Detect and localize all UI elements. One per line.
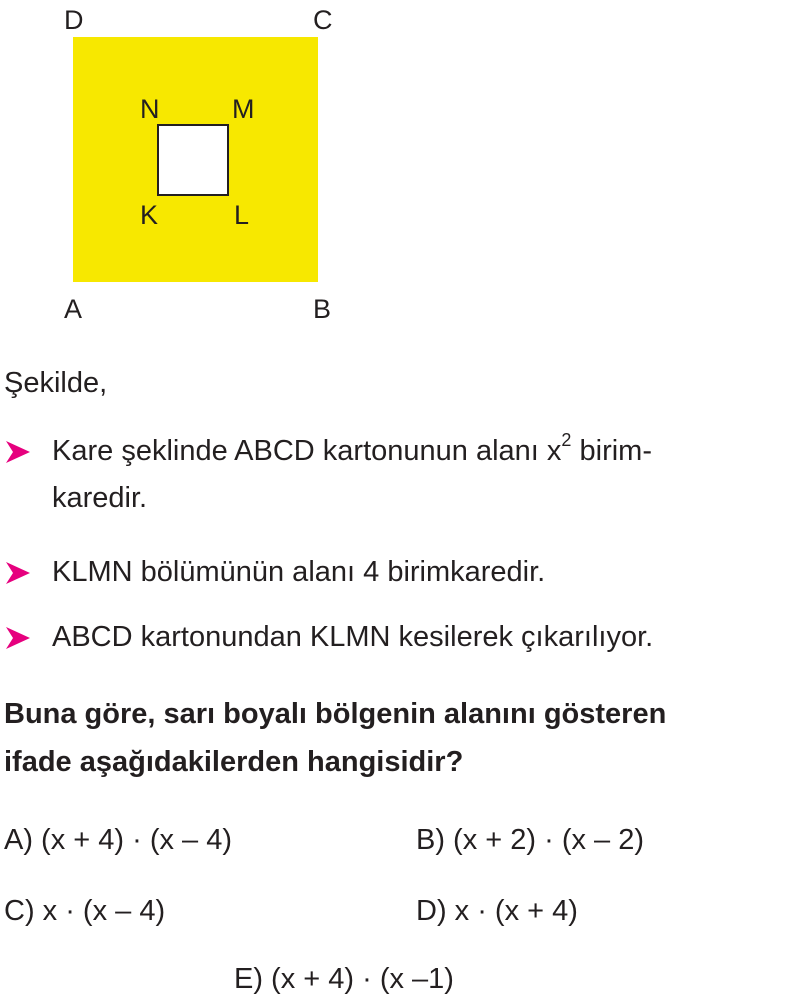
pink-arrow-icon [4,437,34,467]
square-figure [0,0,786,340]
intro-text: Şekilde, [4,367,108,399]
option-c[interactable]: C) x · (x – 4) [4,895,166,927]
vertex-label-m: M [232,94,255,124]
white-square-klmn [157,124,229,196]
vertex-label-n: N [140,94,160,124]
vertex-label-c: C [313,5,333,35]
bullet-text: ABCD kartonundan KLMN kesilerek çıkarılıyor. [52,621,654,653]
option-a[interactable]: A) (x + 4) · (x – 4) [4,824,233,856]
option-b[interactable]: B) (x + 2) · (x – 2) [416,824,645,856]
vertex-label-d: D [64,5,84,35]
bullet-text: Kare şeklinde ABCD kartonunun alanı $x^2$ birim- karedir. [52,430,652,514]
vertex-label-l: L [234,200,250,230]
vertex-label-k: K [140,200,159,230]
pink-arrow-icon [4,623,34,653]
pink-arrow-icon [4,558,34,588]
vertex-label-b: B [313,294,332,324]
question-text: Buna göre, sarı boyalı bölgenin alanını gösteren ifade aşağıdakilerden hangisidir? [4,698,667,778]
bullet-text: KLMN bölümünün alanı 4 birimkaredir. [52,556,546,588]
option-d[interactable]: D) x · (x + 4) [416,895,578,927]
option-e[interactable]: E) (x + 4) · (x –1) [234,963,454,995]
vertex-label-a: A [64,294,83,324]
